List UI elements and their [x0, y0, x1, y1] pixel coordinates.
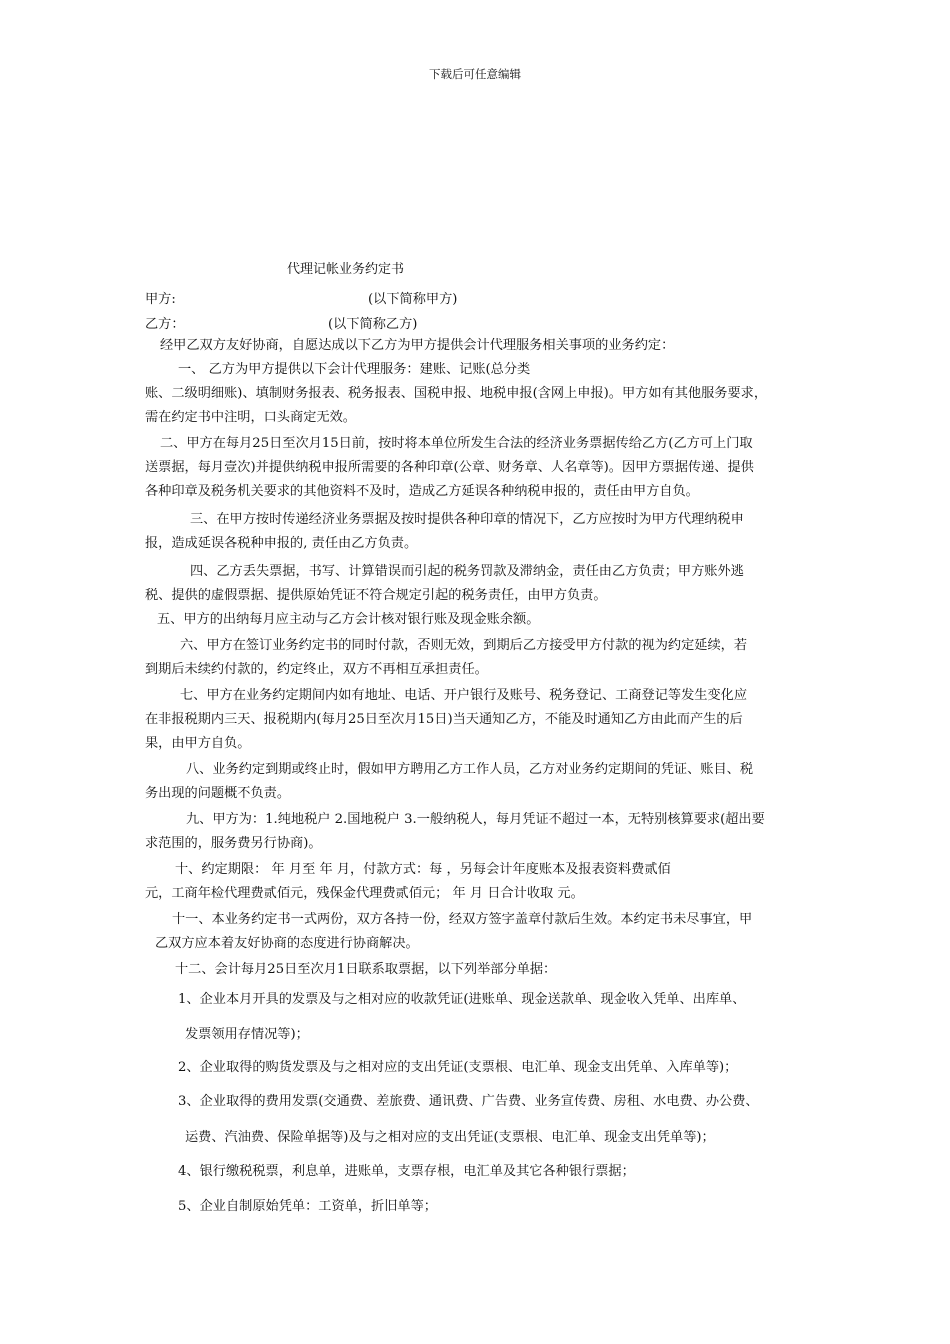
document-list-item: 3、企业取得的费用发票(交通费、差旅费、通讯费、广告费、业务宣传费、房租、水电费、办公费、	[178, 1094, 759, 1109]
intro-line: 经甲乙双方友好协商，自愿达成以下乙方为甲方提供会计代理服务相关事项的业务约定：	[160, 338, 675, 353]
document-list-item-cont: 运费、汽油费、保险单据等)及与之相对应的支出凭证(支票根、电汇单、现金支出凭单等)；	[185, 1130, 715, 1145]
clause-line: 九、甲方为：1.纯地税户 2.国地税户 3.一般纳税人，每月凭证不超过一本，无特别核算要求(超出要	[186, 812, 765, 827]
clause-line: 乙双方应本着友好协商的态度进行协商解决。	[155, 936, 419, 951]
document-list-item: 5、企业自制原始凭单：工资单，折旧单等；	[178, 1199, 437, 1214]
clause-line: 各种印章及税务机关要求的其他资料不及时，造成乙方延误各种纳税申报的，责任由甲方自负。	[145, 484, 699, 499]
clause-line: 税、提供的虚假票据、提供原始凭证不符合规定引起的税务责任，由甲方负责。	[145, 588, 607, 603]
clause-line: 账、二级明细账)、填制财务报表、税务报表、国税申报、地税申报(含网上申报)。甲方如有其他服务要求，	[145, 386, 768, 401]
party-b-label: 乙方：	[145, 317, 185, 332]
document-list-item-cont: 发票领用存情况等)；	[185, 1027, 309, 1042]
clause-line: 十一、本业务约定书一式两份，双方各持一份，经双方签字盖章付款后生效。本约定书未尽事宜，甲	[172, 912, 753, 927]
document-list-item: 2、企业取得的购货发票及与之相对应的支出凭证(支票根、电汇单、现金支出凭单、入库单等)；	[178, 1060, 738, 1075]
clause-line: 一、 乙方为甲方提供以下会计代理服务：建账、记账(总分类	[178, 362, 531, 377]
clause-line: 八、业务约定到期或终止时，假如甲方聘用乙方工作人员，乙方对业务约定期间的凭证、账目、税	[186, 762, 754, 777]
clause-line: 求范围的，服务费另行协商)。	[145, 836, 322, 851]
clause-line: 五、甲方的出纳每月应主动与乙方会计核对银行账及现金账余额。	[157, 612, 540, 627]
clause-line: 需在约定书中注明，口头商定无效。	[145, 410, 356, 425]
party-b-note: (以下简称乙方)	[328, 317, 418, 332]
clause-line: 元，工商年检代理费贰佰元，残保金代理费贰佰元； 年 月 日合计收取 元。	[145, 886, 584, 901]
clause-line: 六、甲方在签订业务约定书的同时付款，否则无效，到期后乙方接受甲方付款的视为约定延续，若	[180, 638, 748, 653]
clause-line: 报，造成延误各税种申报的, 责任由乙方负责。	[145, 536, 418, 551]
party-a-label: 甲方:	[145, 292, 176, 307]
document-list-item: 4、银行缴税税票，利息单，进账单，支票存根，电汇单及其它各种银行票据；	[178, 1164, 635, 1179]
clause-line: 十二、会计每月25日至次月1日联系取票据，以下列举部分单据：	[175, 962, 557, 977]
party-a-note: (以下简称甲方)	[368, 292, 458, 307]
clause-line: 送票据，每月壹次)并提供纳税申报所需要的各种印章(公章、财务章、人名章等)。因甲方票据传递、提供	[145, 460, 754, 475]
clause-line: 三、在甲方按时传递经济业务票据及按时提供各种印章的情况下，乙方应按时为甲方代理纳税申	[190, 512, 744, 527]
clause-line: 四、乙方丢失票据，书写、计算错误而引起的税务罚款及滞纳金，责任由乙方负责；甲方账外逃	[190, 564, 744, 579]
clause-line: 七、甲方在业务约定期间内如有地址、电话、开户银行及账号、税务登记、工商登记等发生变化应	[180, 688, 748, 703]
clause-line: 十、约定期限： 年 月至 年 月，付款方式：每 ，另每会计年度账本及报表资料费贰佰	[175, 862, 671, 877]
page-header: 下载后可任意编辑	[429, 67, 521, 81]
clause-line: 务出现的问题概不负责。	[145, 786, 291, 801]
document-title: 代理记帐业务约定书	[287, 262, 405, 277]
clause-line: 在非报税期内三天、报税期内(每月25日至次月15日)当天通知乙方，不能及时通知乙方由此而产生的后	[145, 712, 743, 727]
clause-line: 果，由甲方自负。	[145, 736, 251, 751]
document-list-item: 1、企业本月开具的发票及与之相对应的收款凭证(进账单、现金送款单、现金收入凭单、出库单、	[178, 992, 746, 1007]
clause-line: 二、甲方在每月25日至次月15日前，按时将本单位所发生合法的经济业务票据传给乙方(乙方可上门取	[160, 436, 753, 451]
clause-line: 到期后未续约付款的，约定终止，双方不再相互承担责任。	[145, 662, 488, 677]
